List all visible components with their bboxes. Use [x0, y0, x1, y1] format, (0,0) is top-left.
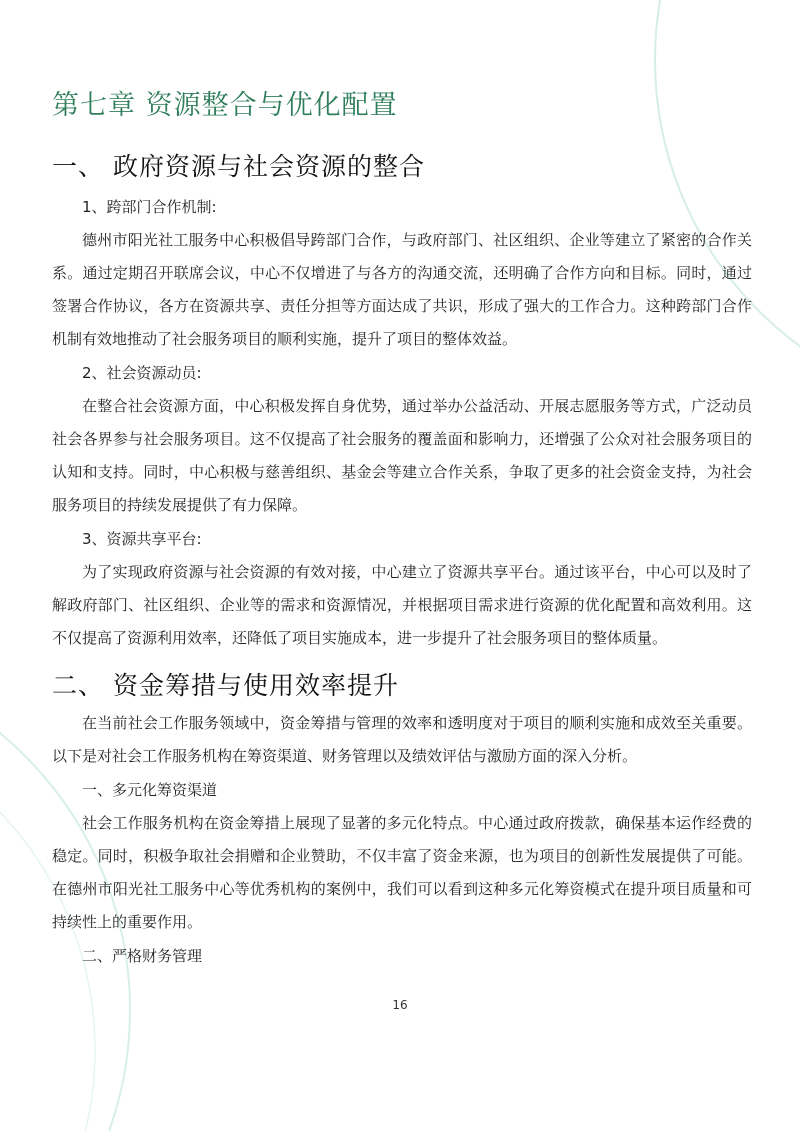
subheading-resource-sharing: 3、资源共享平台: [82, 530, 202, 548]
paragraph-diversified-funding: 社会工作服务机构在资金筹措上展现了显著的多元化特点。中心通过政府拨款，确保基本运作经费的稳定。同时，积极争取社会捐赠和企业赞助，不仅丰富了资金来源，也为项目的创新性发展提供了可能。在德州市阳光社工服务中心等优秀机构的案例中，我们可以看到这种多元化筹资模式在提升项目质量和可持续性上的重要作用。 [52, 814, 752, 931]
subheading-social-mobilization: 2、社会资源动员: [82, 364, 202, 382]
paragraph-cross-department: 德州市阳光社工服务中心积极倡导跨部门合作，与政府部门、社区组织、企业等建立了紧密的合作关系。通过定期召开联席会议，中心不仅增进了与各方的沟通交流，还明确了合作方向和目标。同时，通过签署合作协议，各方在资源共享、责任分担等方面达成了共识，形成了强大的工作合力。这种跨部门合作机制有效地推动了社会服务项目的顺利实施，提升了项目的整体效益。 [52, 231, 752, 348]
subheading-cross-department: 1、跨部门合作机制: [82, 198, 217, 216]
paragraph-resource-sharing: 为了实现政府资源与社会资源的有效对接，中心建立了资源共享平台。通过该平台，中心可以及时了解政府部门、社区组织、企业等的需求和资源情况，并根据项目需求进行资源的优化配置和高效利用。这不仅提高了资源利用效率，还降低了项目实施成本，进一步提升了社会服务项目的整体质量。 [52, 563, 752, 647]
section-title-2: 二、 资金筹措与使用效率提升 [52, 671, 399, 700]
chapter-title: 第七章 资源整合与优化配置 [52, 90, 398, 121]
subheading-diversified-funding: 一、多元化筹资渠道 [82, 781, 218, 799]
subheading-financial-management: 二、严格财务管理 [82, 947, 203, 965]
page-number: 16 [392, 998, 408, 1012]
paragraph-social-mobilization: 在整合社会资源方面，中心积极发挥自身优势，通过举办公益活动、开展志愿服务等方式，广泛动员社会各界参与社会服务项目。这不仅提高了社会服务的覆盖面和影响力，还增强了公众对社会服务项目的认知和支持。同时，中心积极与慈善组织、基金会等建立合作关系，争取了更多的社会资金支持，为社会服务项目的持续发展提供了有力保障。 [52, 397, 752, 514]
section-title-1: 一、 政府资源与社会资源的整合 [52, 152, 425, 181]
document-page [52, 84, 752, 973]
paragraph-funding-intro: 在当前社会工作服务领域中，资金筹措与管理的效率和透明度对于项目的顺利实施和成效至关重要。以下是对社会工作服务机构在筹资渠道、财务管理以及绩效评估与激励方面的深入分析。 [52, 714, 752, 765]
